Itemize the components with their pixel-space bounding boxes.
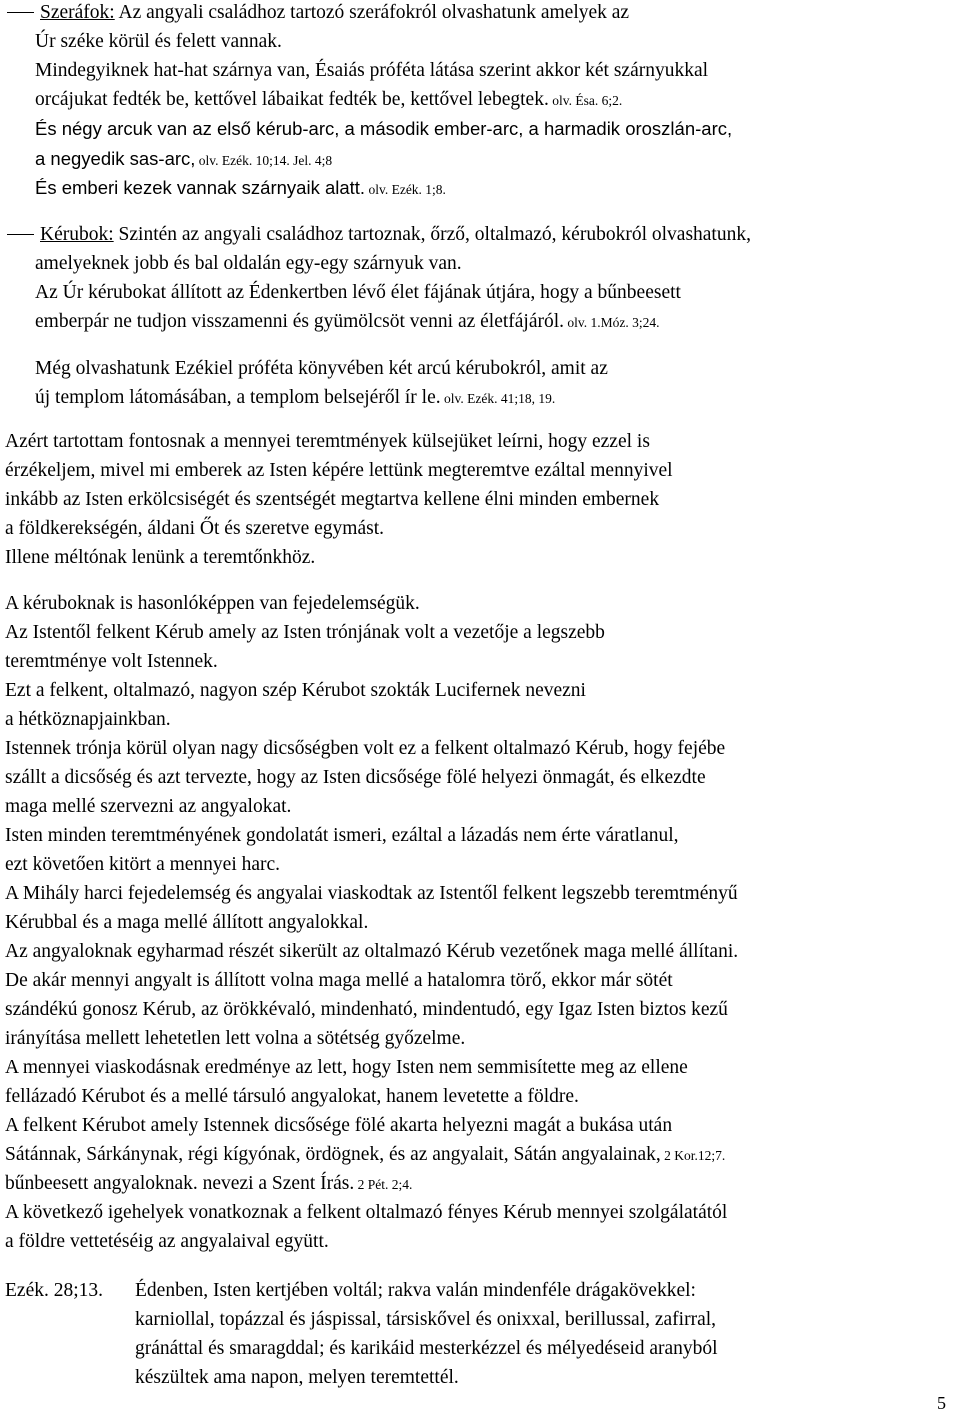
quote-line: készültek ama napon, melyen teremtettél. [135, 1367, 459, 1388]
scripture-ref: olv. Ezék. 41;18, 19. [440, 391, 556, 406]
scripture-ref: olv. Ezék. 10;14. Jel. 4;8 [195, 153, 333, 168]
text-line: új templom látomásában, a templom belsejéről ír le. olv. Ezék. 41;18, 19. [35, 387, 556, 408]
text-line: Az angyaloknak egyharmad részét sikerült az oltalmazó Kérub vezetőnek maga mellé állítani. [5, 941, 739, 962]
text-line: És emberi kezek vannak szárnyaik alatt. olv. Ezék. 1;8. [35, 177, 446, 198]
text-line: Kérubbal és a maga mellé állított angyalokkal. [5, 912, 369, 933]
text-line: A következő igehelyek vonatkoznak a felkent oltalmazó fényes Kérub mennyei szolgálatától [5, 1202, 728, 1223]
text-line: Azért tartottam fontosnak a mennyei teremtmények külsejüket leírni, hogy ezzel is [5, 431, 650, 452]
section-cherubim-heading-line: Kérubok: Szintén az angyali családhoz tartoznak, őrző, oltalmazó, kérubokról olvashatunk, [7, 222, 751, 248]
text-line: emberpár ne tudjon visszamenni és gyümölcsöt venni az életfájáról. olv. 1.Móz. 3;24. [35, 311, 660, 332]
text-line: Még olvashatunk Ezékiel próféta könyvében két arcú kérubokról, amit az [35, 358, 608, 379]
text-line: a hétköznapjainkban. [5, 709, 171, 730]
text-line: A mennyei viaskodásnak eredménye az lett, hogy Isten nem semmisítette meg az ellene [5, 1057, 688, 1078]
text-line: a földkerekségén, áldani Őt és szeretve egymást. [5, 518, 385, 539]
text-line: inkább az Isten erkölcsiségét és szentségét megtartva kellene élni minden embernek [5, 489, 660, 510]
text-line: ezt követően kitört a mennyei harc. [5, 854, 281, 875]
text-line: A felkent Kérubot amely Istennek dicsősége fölé akarta helyezni magát a bukása után [5, 1115, 673, 1136]
cherubim-title: Kérubok: [40, 224, 114, 245]
dash-bullet [7, 12, 34, 13]
text-line: De akár mennyi angyalt is állított volna maga mellé a hatalomra törő, ekkor már sötét [5, 970, 673, 991]
scripture-ref: 2 Kor.12;7. [660, 1148, 726, 1163]
text-line: Isten minden teremtményének gondolatát ismeri, ezáltal a lázadás nem érte váratlanul, [5, 825, 679, 846]
scripture-ref: olv. Ésa. 6;2. [548, 93, 623, 108]
text-line: A Mihály harci fejedelemség és angyalai viaskodtak az Istentől felkent legszebb teremtményű [5, 883, 738, 904]
scripture-ref: olv. 1.Móz. 3;24. [564, 315, 660, 330]
text-line: Ezt a felkent, oltalmazó, nagyon szép Kérubot szokták Lucifernek nevezni [5, 680, 586, 701]
dash-bullet [7, 234, 34, 235]
text-line: És négy arcuk van az első kérub-arc, a második ember-arc, a harmadik oroszlán-arc, [35, 118, 733, 139]
section-seraphim-heading-line: Szeráfok: Az angyali családhoz tartozó szeráfokról olvashatunk amelyek az [7, 0, 629, 26]
text-line: amelyeknek jobb és bal oldalán egy-egy szárnyuk van. [35, 253, 462, 274]
text-line: maga mellé szervezni az angyalokat. [5, 796, 292, 817]
text-line: Mindegyiknek hat-hat szárnya van, Ésaiás próféta látása szerint akkor két szárnyukkal [35, 60, 709, 81]
quote-line: gránáttal és smaragddal; és karikáid mesterkézzel és mélyedéseid aranyból [135, 1338, 718, 1359]
text-line: A kéruboknak is hasonlóképpen van fejedelemségük. [5, 593, 420, 614]
text-line: szállt a dicsőség és azt tervezte, hogy az Isten dicsősége fölé helyezi önmagát, és elkezdte [5, 767, 706, 788]
text-line: Úr széke körül és felett vannak. [35, 31, 282, 52]
quote-reference: Ezék. 28;13. [5, 1280, 104, 1301]
text-line: Sátánnak, Sárkánynak, régi kígyónak, ördögnek, és az angyalait, Sátán angyalainak, 2 Kor.12;7. [5, 1144, 726, 1165]
text-line: Az Istentől felkent Kérub amely az Isten trónjának volt a vezetője a legszebb [5, 622, 605, 643]
text-line: a negyedik sas-arc, olv. Ezék. 10;14. Jel. 4;8 [35, 148, 333, 169]
text-line: irányítása mellett lehetetlen lett volna a sötétség győzelme. [5, 1028, 466, 1049]
text-line: Illene méltónak lenünk a teremtőnkhöz. [5, 547, 316, 568]
quote-line: Édenben, Isten kertjében voltál; rakva valán mindenféle drágakövekkel: [135, 1280, 696, 1301]
scripture-ref: olv. Ezék. 1;8. [365, 182, 446, 197]
text-line: orcájukat fedték be, kettővel lábaikat fedték be, kettővel lebegtek. olv. Ésa. 6;2. [35, 89, 623, 110]
text-line: Az Úr kérubokat állított az Édenkertben lévő élet fájának útjára, hogy a bűnbeesett [35, 282, 681, 303]
page-number: 5 [937, 1393, 946, 1413]
text-line: bűnbeesett angyaloknak. nevezi a Szent Írás. 2 Pét. 2;4. [5, 1173, 413, 1194]
text-line: a földre vettetéséig az angyalaival együtt. [5, 1231, 329, 1252]
seraphim-title: Szeráfok: [40, 2, 115, 23]
text-line: Istennek trónja körül olyan nagy dicsőségben volt ez a felkent oltalmazó Kérub, hogy fejébe [5, 738, 726, 759]
text-line: fellázadó Kérubot és a mellé társuló angyalokat, hanem levetette a földre. [5, 1086, 579, 1107]
text-line: érzékeljem, mivel mi emberek az Isten képére lettünk megteremtve ezáltal mennyivel [5, 460, 673, 481]
quote-line: karniollal, topázzal és jáspissal, társiskővel és onixxal, berillussal, zafirral, [135, 1309, 717, 1330]
text-line: szándékú gonosz Kérub, az örökkévaló, mindenható, mindentudó, egy Igaz Isten biztos kezű [5, 999, 728, 1020]
text-line: teremtménye volt Istennek. [5, 651, 218, 672]
scripture-ref: 2 Pét. 2;4. [354, 1177, 413, 1192]
